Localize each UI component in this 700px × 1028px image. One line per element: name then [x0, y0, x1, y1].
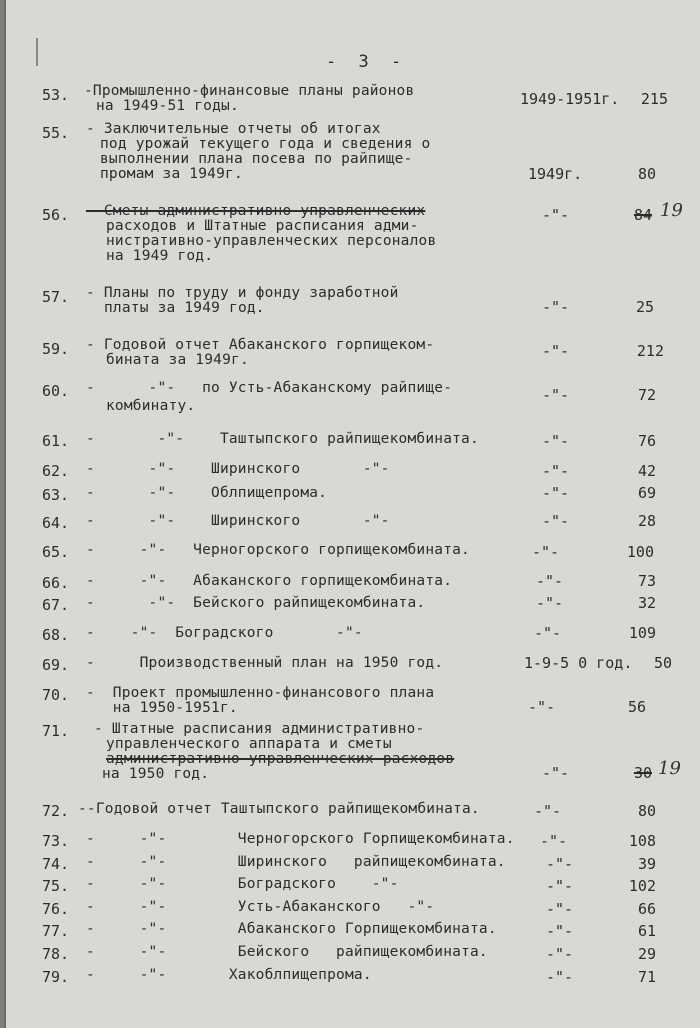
entry-text-line: - -"- Ширинского райпищекомбината.: [86, 854, 506, 870]
handwritten-correction: 19: [658, 758, 681, 779]
entry-sheet-count: 109: [628, 624, 656, 642]
entry-date: -"-: [536, 594, 564, 612]
entry-text-line: - -"- Абаканского горпищекомбината.: [86, 573, 453, 589]
entry-text-line: --Годовой отчет Таштыпского райпищекомбината.: [78, 801, 480, 817]
entry-text-line: промам за 1949г.: [100, 166, 243, 182]
entry-date: 1949-1951г.: [520, 90, 620, 108]
entry-text-struck-line: административно-управленческих расходов: [106, 751, 455, 767]
entry-number: 65.: [42, 543, 70, 561]
entry-date: -"-: [536, 572, 564, 590]
entry-number: 67.: [42, 596, 70, 614]
entry-date: -"-: [546, 968, 574, 986]
entry-text-line: бината за 1949г.: [106, 352, 249, 368]
entry-sheet-count: 39: [637, 855, 656, 873]
entry-sheet-count: 71: [637, 968, 656, 986]
entry-text-line: - -"- Бейского райпищекомбината.: [86, 944, 488, 960]
entry-text-line: платы за 1949 год.: [104, 300, 265, 316]
entry-number: 66.: [42, 574, 70, 592]
entry-text-line: - Проект промышленно-финансового плана: [86, 685, 435, 701]
entry-sheet-count: 80: [637, 802, 656, 820]
entry-number: 79.: [42, 968, 70, 986]
entry-number: 61.: [42, 432, 70, 450]
entry-sheet-count-struck: 30: [633, 764, 652, 782]
entry-date: -"-: [542, 764, 570, 782]
entry-sheet-count: 29: [637, 945, 656, 963]
handwritten-correction: 19: [660, 200, 683, 221]
entry-number: 75.: [42, 877, 70, 895]
entry-date: -"-: [542, 484, 570, 502]
entry-text-line: на 1949-51 годы.: [96, 98, 239, 114]
entry-sheet-count: 73: [637, 572, 656, 590]
entry-text-line: управленческого аппарата и сметы: [106, 736, 392, 752]
entry-text-line: на 1949 год.: [106, 248, 214, 264]
entry-sheet-count: 32: [637, 594, 656, 612]
entry-date: -"-: [542, 342, 570, 360]
entry-date: -"-: [546, 855, 574, 873]
entry-date: -"-: [534, 624, 562, 642]
entry-text-line: - Заключительные отчеты об итогах: [86, 121, 381, 137]
entry-sheet-count: 102: [628, 877, 656, 895]
entry-text-line: выполнении плана посева по райпище-: [100, 151, 413, 167]
entry-text-line: - -"- Абаканского Горпищекомбината.: [86, 921, 497, 937]
entry-sheet-count: 100: [626, 543, 654, 561]
entry-number: 73.: [42, 832, 70, 850]
entry-number: 69.: [42, 656, 70, 674]
entry-date: -"-: [546, 922, 574, 940]
entry-text-line: - -"- Усть-Абаканского -"-: [86, 899, 435, 915]
entry-number: 57.: [42, 288, 70, 306]
entry-text-line: - -"- Черногорского Горпищекомбината.: [86, 831, 515, 847]
entry-number: 77.: [42, 922, 70, 940]
entry-date: -"-: [542, 462, 570, 480]
entry-sheet-count: 76: [637, 432, 656, 450]
entry-text-line: - Годовой отчет Абаканского горпищеком-: [86, 337, 435, 353]
entry-text-line: - -"- Хакоблпищепрома.: [86, 967, 372, 983]
entry-date: -"-: [542, 298, 570, 316]
entry-date: -"-: [546, 877, 574, 895]
entry-date: -"-: [532, 543, 560, 561]
margin-mark: [36, 38, 38, 66]
entry-number: 78.: [42, 945, 70, 963]
entry-number: 64.: [42, 514, 70, 532]
entry-date: -"-: [546, 945, 574, 963]
entry-number: 76.: [42, 900, 70, 918]
entry-number: 72.: [42, 802, 70, 820]
entry-text-line: - Планы по труду и фонду заработной: [86, 285, 399, 301]
entry-date: -"-: [542, 386, 570, 404]
entry-date: -"-: [542, 512, 570, 530]
entry-number: 60.: [42, 382, 70, 400]
entry-date: -"-: [542, 432, 570, 450]
entry-text-line: -Промышленно-финансовые планы районов: [84, 83, 415, 99]
entry-number: 62.: [42, 462, 70, 480]
entry-date: -"-: [534, 802, 562, 820]
entry-text-line: под урожай текущего года и сведения о: [100, 136, 431, 152]
entry-text-struck-line: - Сметы административно-управленческих: [86, 203, 426, 219]
entry-date: 1949г.: [528, 165, 583, 183]
entry-date: -"-: [528, 698, 556, 716]
entry-text-line: - Производственный план на 1950 год.: [86, 655, 444, 671]
entry-text-line: - -"- по Усть-Абаканскому райпище-: [86, 380, 453, 396]
entry-number: 53.: [42, 86, 70, 104]
entry-text-line: - -"- Боградского -"-: [86, 625, 363, 641]
entry-number: 70.: [42, 686, 70, 704]
entry-sheet-count: 61: [637, 922, 656, 940]
entry-sheet-count: 212: [636, 342, 664, 360]
entry-text-line: расходов и Штатные расписания адми-: [106, 218, 419, 234]
entry-sheet-count: 72: [637, 386, 656, 404]
entry-text-line: - -"- Черногорского горпищекомбината.: [86, 542, 470, 558]
entry-text-line: - -"- Таштыпского райпищекомбината.: [86, 431, 479, 447]
entry-number: 59.: [42, 340, 70, 358]
entry-sheet-count: 69: [637, 484, 656, 502]
entry-date: -"-: [542, 206, 570, 224]
entry-sheet-count: 42: [637, 462, 656, 480]
entry-number: 63.: [42, 486, 70, 504]
entry-sheet-count: 66: [637, 900, 656, 918]
entry-text-line: нистративно-управленческих персоналов: [106, 233, 437, 249]
page-number: - 3 -: [326, 52, 408, 72]
entry-text-line: - -"- Ширинского -"-: [86, 461, 390, 477]
entry-sheet-count: 50: [653, 654, 672, 672]
entry-number: 74.: [42, 855, 70, 873]
entry-number: 71.: [42, 722, 70, 740]
entry-sheet-count: 56: [627, 698, 646, 716]
entry-sheet-count: 80: [637, 165, 656, 183]
entry-text-line: комбинату.: [106, 398, 196, 414]
entry-number: 56.: [42, 206, 70, 224]
entry-text-line: - -"- Ширинского -"-: [86, 513, 390, 529]
entry-date: -"-: [540, 832, 568, 850]
document-page: [4, 0, 700, 1028]
entry-number: 55.: [42, 124, 70, 142]
entry-text-line: - Штатные расписания административно-: [94, 721, 425, 737]
entry-text-line: на 1950-1951г.: [86, 700, 238, 716]
entry-text-line: - -"- Боградского -"-: [86, 876, 399, 892]
entry-sheet-count: 28: [637, 512, 656, 530]
entry-number: 68.: [42, 626, 70, 644]
entry-sheet-count: 25: [635, 298, 654, 316]
entry-text-line: - -"- Бейского райпищекомбината.: [86, 595, 426, 611]
entry-text-line: на 1950 год.: [102, 766, 210, 782]
entry-date: 1-9-5 0 год.: [524, 654, 633, 672]
entry-sheet-count: 108: [628, 832, 656, 850]
entry-sheet-count-struck: 84: [633, 206, 652, 224]
entry-text-line: - -"- Облпищепрома.: [86, 485, 328, 501]
entry-date: -"-: [546, 900, 574, 918]
entry-sheet-count: 215: [640, 90, 668, 108]
